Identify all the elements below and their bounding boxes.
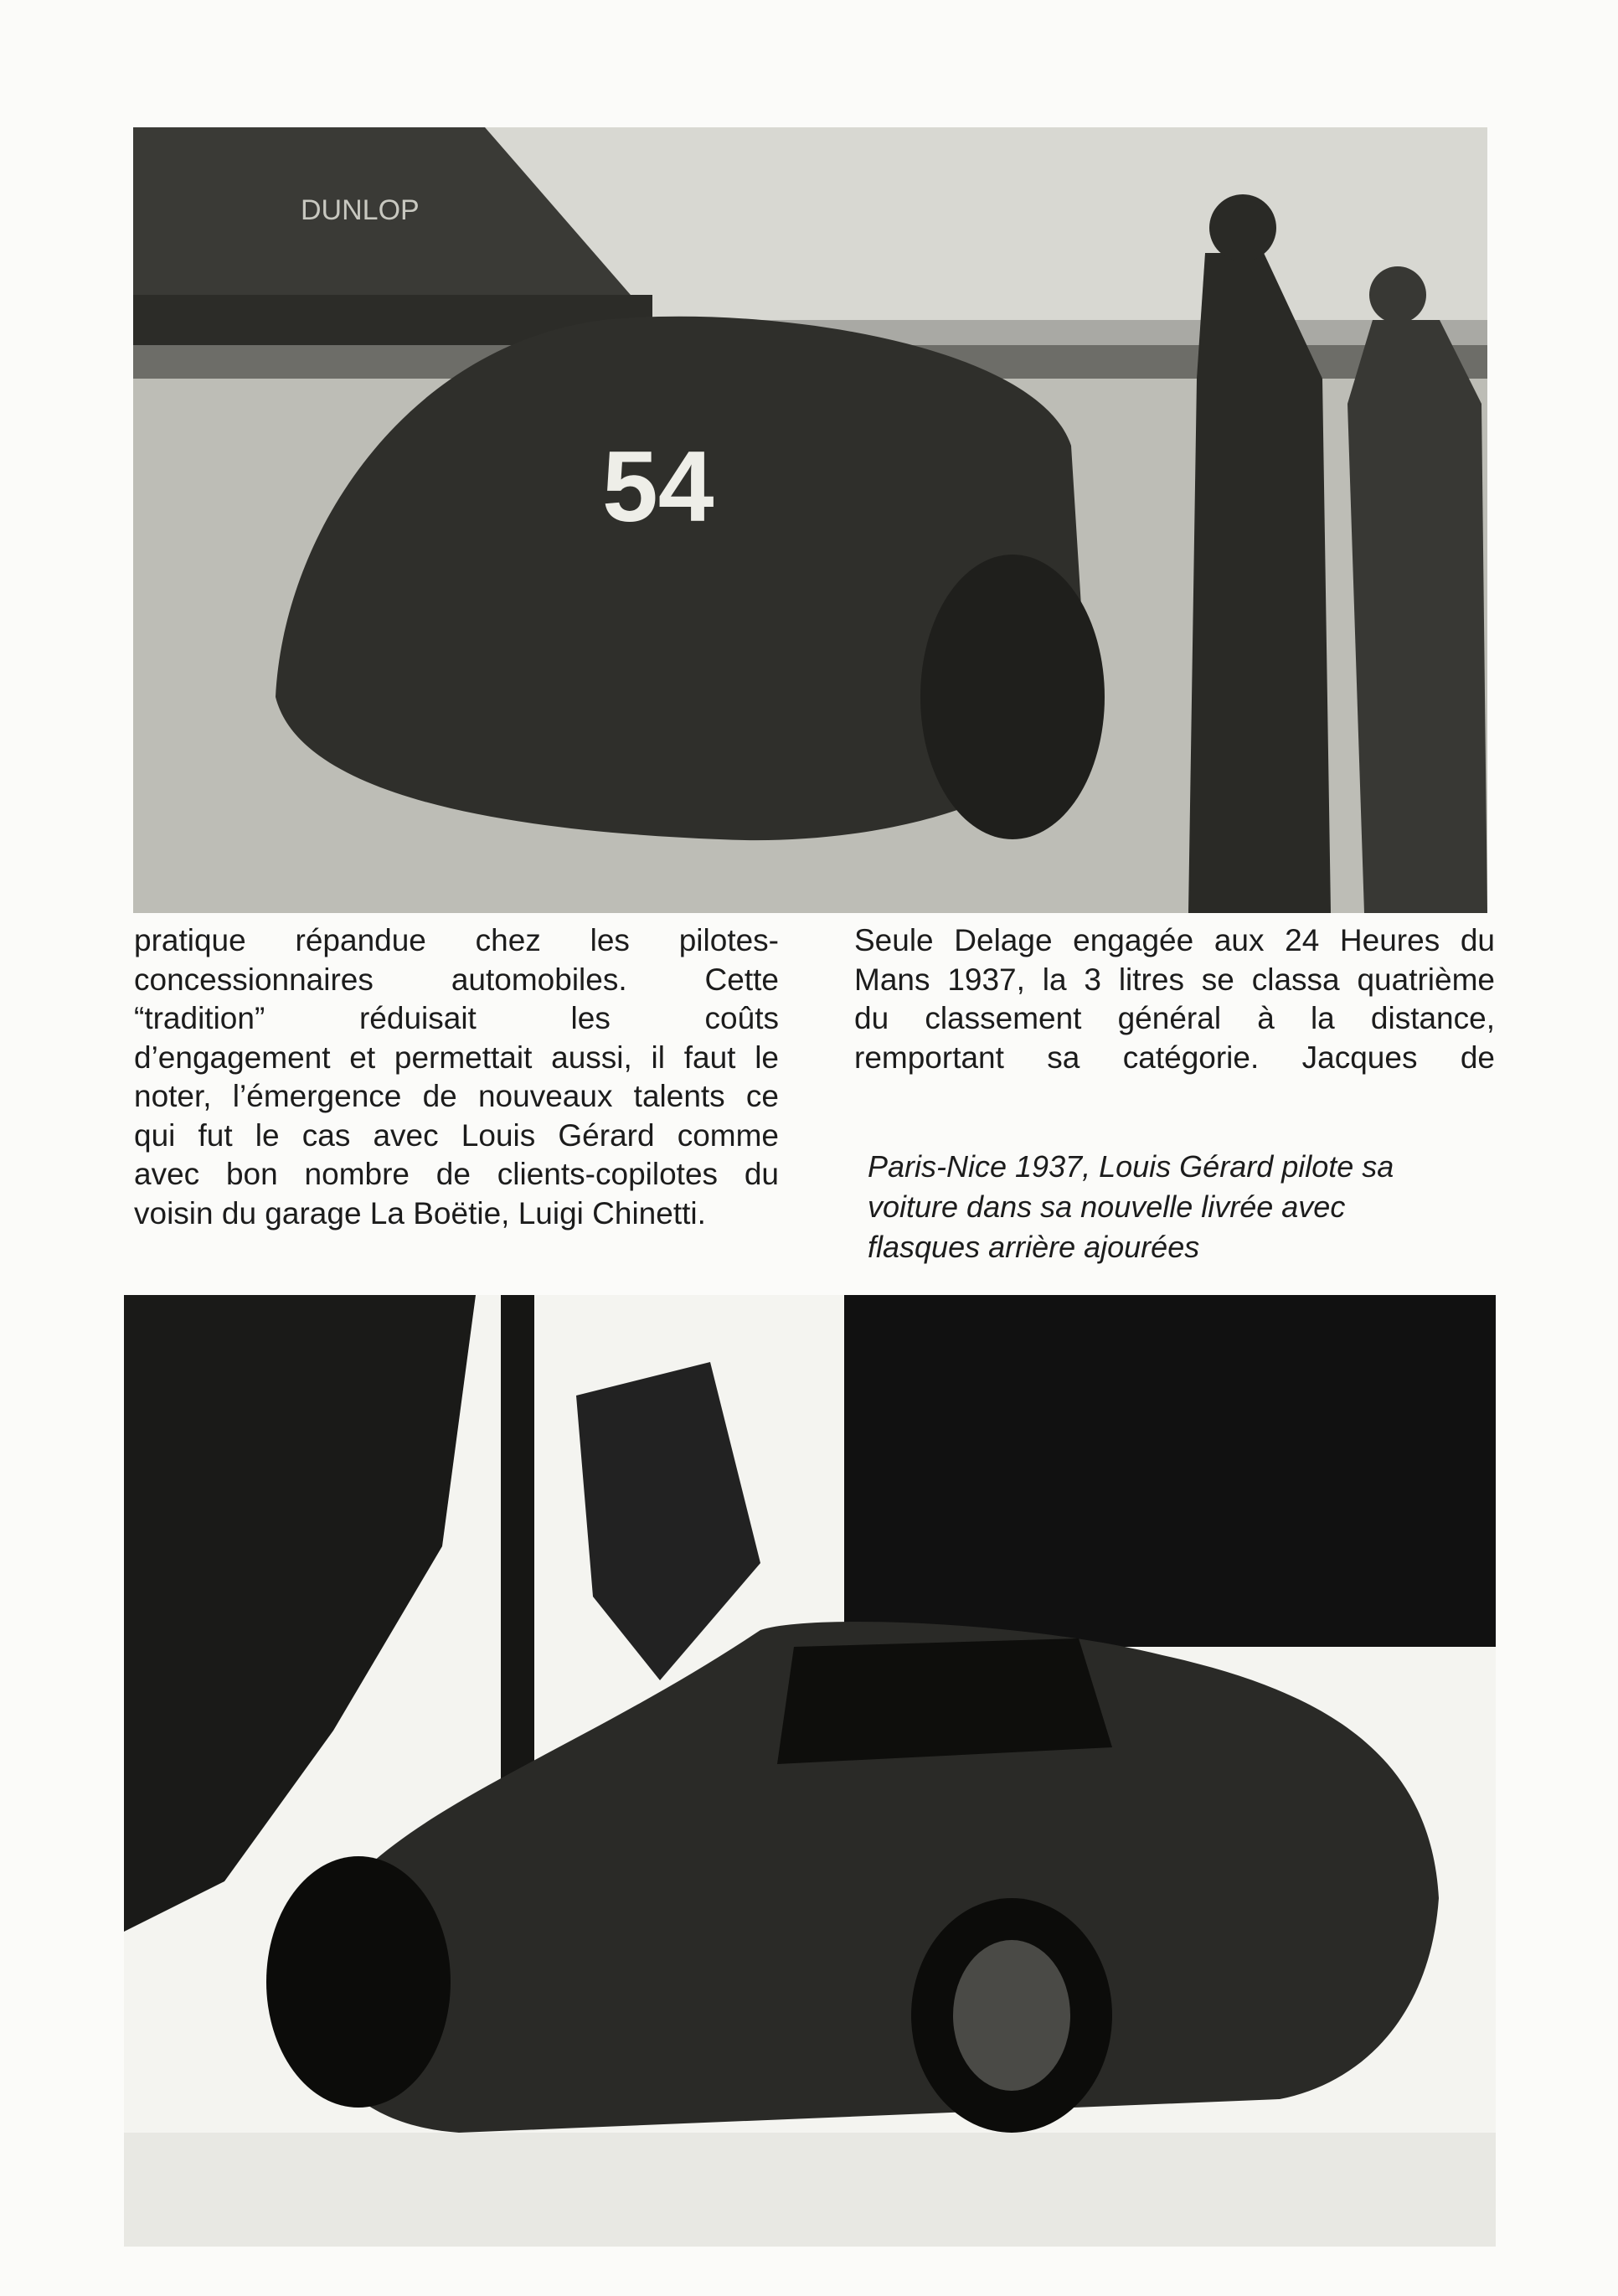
article-text-right-column	[854, 921, 1495, 1077]
text-line: Mans 1937, la 3 litres se classa quatrième	[854, 962, 1495, 997]
photo-le-mans-car-54	[133, 127, 1487, 913]
car-number: 54	[602, 431, 714, 543]
text-line: Seule Delage engagée aux 24 Heures du	[854, 923, 1495, 957]
text-line: d’engagement et permettait aussi, il faut le	[134, 1040, 779, 1075]
text-line: avec bon nombre de clients-copilotes du	[134, 1157, 779, 1191]
text-line: remportant sa catégorie. Jacques de	[854, 1040, 1495, 1075]
text-line: pratique répandue chez les pilotes-	[134, 923, 779, 957]
text-line: qui fut le cas avec Louis Gérard comme	[134, 1117, 779, 1153]
text-line: voisin du garage La Boëtie, Luigi Chinetti.	[134, 1195, 706, 1231]
text-line: “tradition” réduisait les coûts	[134, 1001, 779, 1035]
photo-paris-nice-car	[124, 1295, 1496, 2247]
caption-line: Paris-Nice 1937, Louis Gérard pilote sa	[868, 1149, 1394, 1184]
caption-line: flasques arrière ajourées	[868, 1230, 1200, 1264]
photo-caption	[868, 1147, 1471, 1267]
text-line: noter, l’émergence de nouveaux talents ce	[134, 1079, 779, 1113]
text-line: du classement général à la distance,	[854, 1001, 1495, 1035]
article-text-left-column	[134, 921, 779, 1233]
text-line: concessionnaires automobiles. Cette	[134, 962, 779, 997]
grandstand-sign: DUNLOP	[301, 194, 420, 226]
caption-line: voiture dans sa nouvelle livrée avec	[868, 1189, 1346, 1224]
